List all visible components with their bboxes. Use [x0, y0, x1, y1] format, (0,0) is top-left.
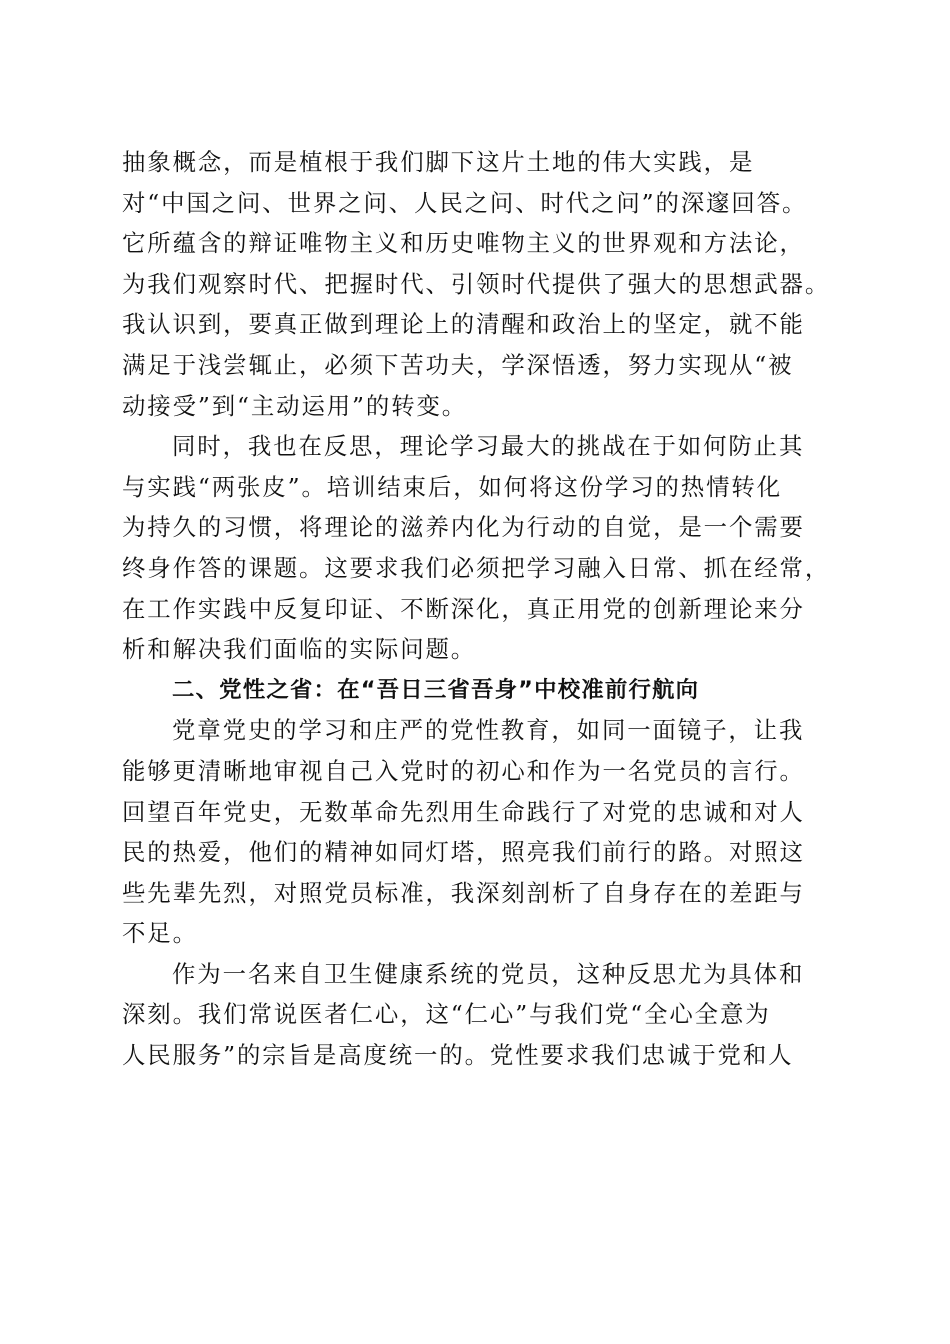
text-line: 作为一名来自卫生健康系统的党员，这种反思尤为具体和 — [172, 959, 805, 988]
text-line: 对“中国之问、世界之问、人民之问、时代之问”的深邃回答。 — [122, 188, 808, 217]
text-line: 在工作实践中反复印证、不断深化，真正用党的创新理论来分 — [122, 594, 805, 623]
text-line: 它所蕴含的辩证唯物主义和历史唯物主义的世界观和方法论， — [122, 229, 805, 258]
text-line: 党章党史的学习和庄严的党性教育，如同一面镜子，让我 — [172, 716, 805, 745]
text-line: 析和解决我们面临的实际问题。 — [122, 635, 477, 664]
document-body — [122, 142, 831, 1076]
text-line: 动接受”到“主动运用”的转变。 — [122, 391, 468, 420]
text-line: 为持久的习惯，将理论的滋养内化为行动的自觉，是一个需要 — [122, 513, 805, 542]
text-line: 民的热爱，他们的精神如同灯塔，照亮我们前行的路。对照这 — [122, 838, 805, 867]
text-line: 深刻。我们常说医者仁心，这“仁心”与我们党“全心全意为 — [122, 1000, 771, 1029]
section-heading: 二、党性之省：在“吾日三省吾身”中校准前行航向 — [172, 676, 700, 703]
paragraph-2 — [122, 426, 831, 670]
text-line: 回望百年党史，无数革命先烈用生命践行了对党的忠诚和对人 — [122, 797, 805, 826]
text-line: 满足于浅尝辄止，必须下苦功夫，学深悟透，努力实现从“被 — [122, 350, 794, 379]
text-line: 能够更清晰地审视自己入党时的初心和作为一名党员的言行。 — [122, 756, 805, 785]
text-line: 人民服务”的宗旨是高度统一的。党性要求我们忠诚于党和人 — [122, 1041, 794, 1070]
text-line: 终身作答的课题。这要求我们必须把学习融入日常、抓在经常， — [122, 553, 831, 582]
paragraph-1 — [122, 142, 831, 426]
text-line: 不足。 — [122, 919, 198, 948]
text-line: 同时，我也在反思，理论学习最大的挑战在于如何防止其 — [172, 432, 805, 461]
paragraph-3 — [122, 710, 828, 954]
paragraph-4 — [122, 954, 828, 1076]
text-line: 些先辈先烈，对照党员标准，我深刻剖析了自身存在的差距与 — [122, 878, 805, 907]
text-line: 我认识到，要真正做到理论上的清醒和政治上的坚定，就不能 — [122, 310, 805, 339]
text-line: 抽象概念，而是植根于我们脚下这片土地的伟大实践，是 — [122, 148, 755, 176]
text-line: 与实践“两张皮”。培训结束后，如何将这份学习的热情转化 — [122, 472, 782, 501]
text-line: 为我们观察时代、把握时代、引领时代提供了强大的思想武器。 — [122, 269, 831, 298]
